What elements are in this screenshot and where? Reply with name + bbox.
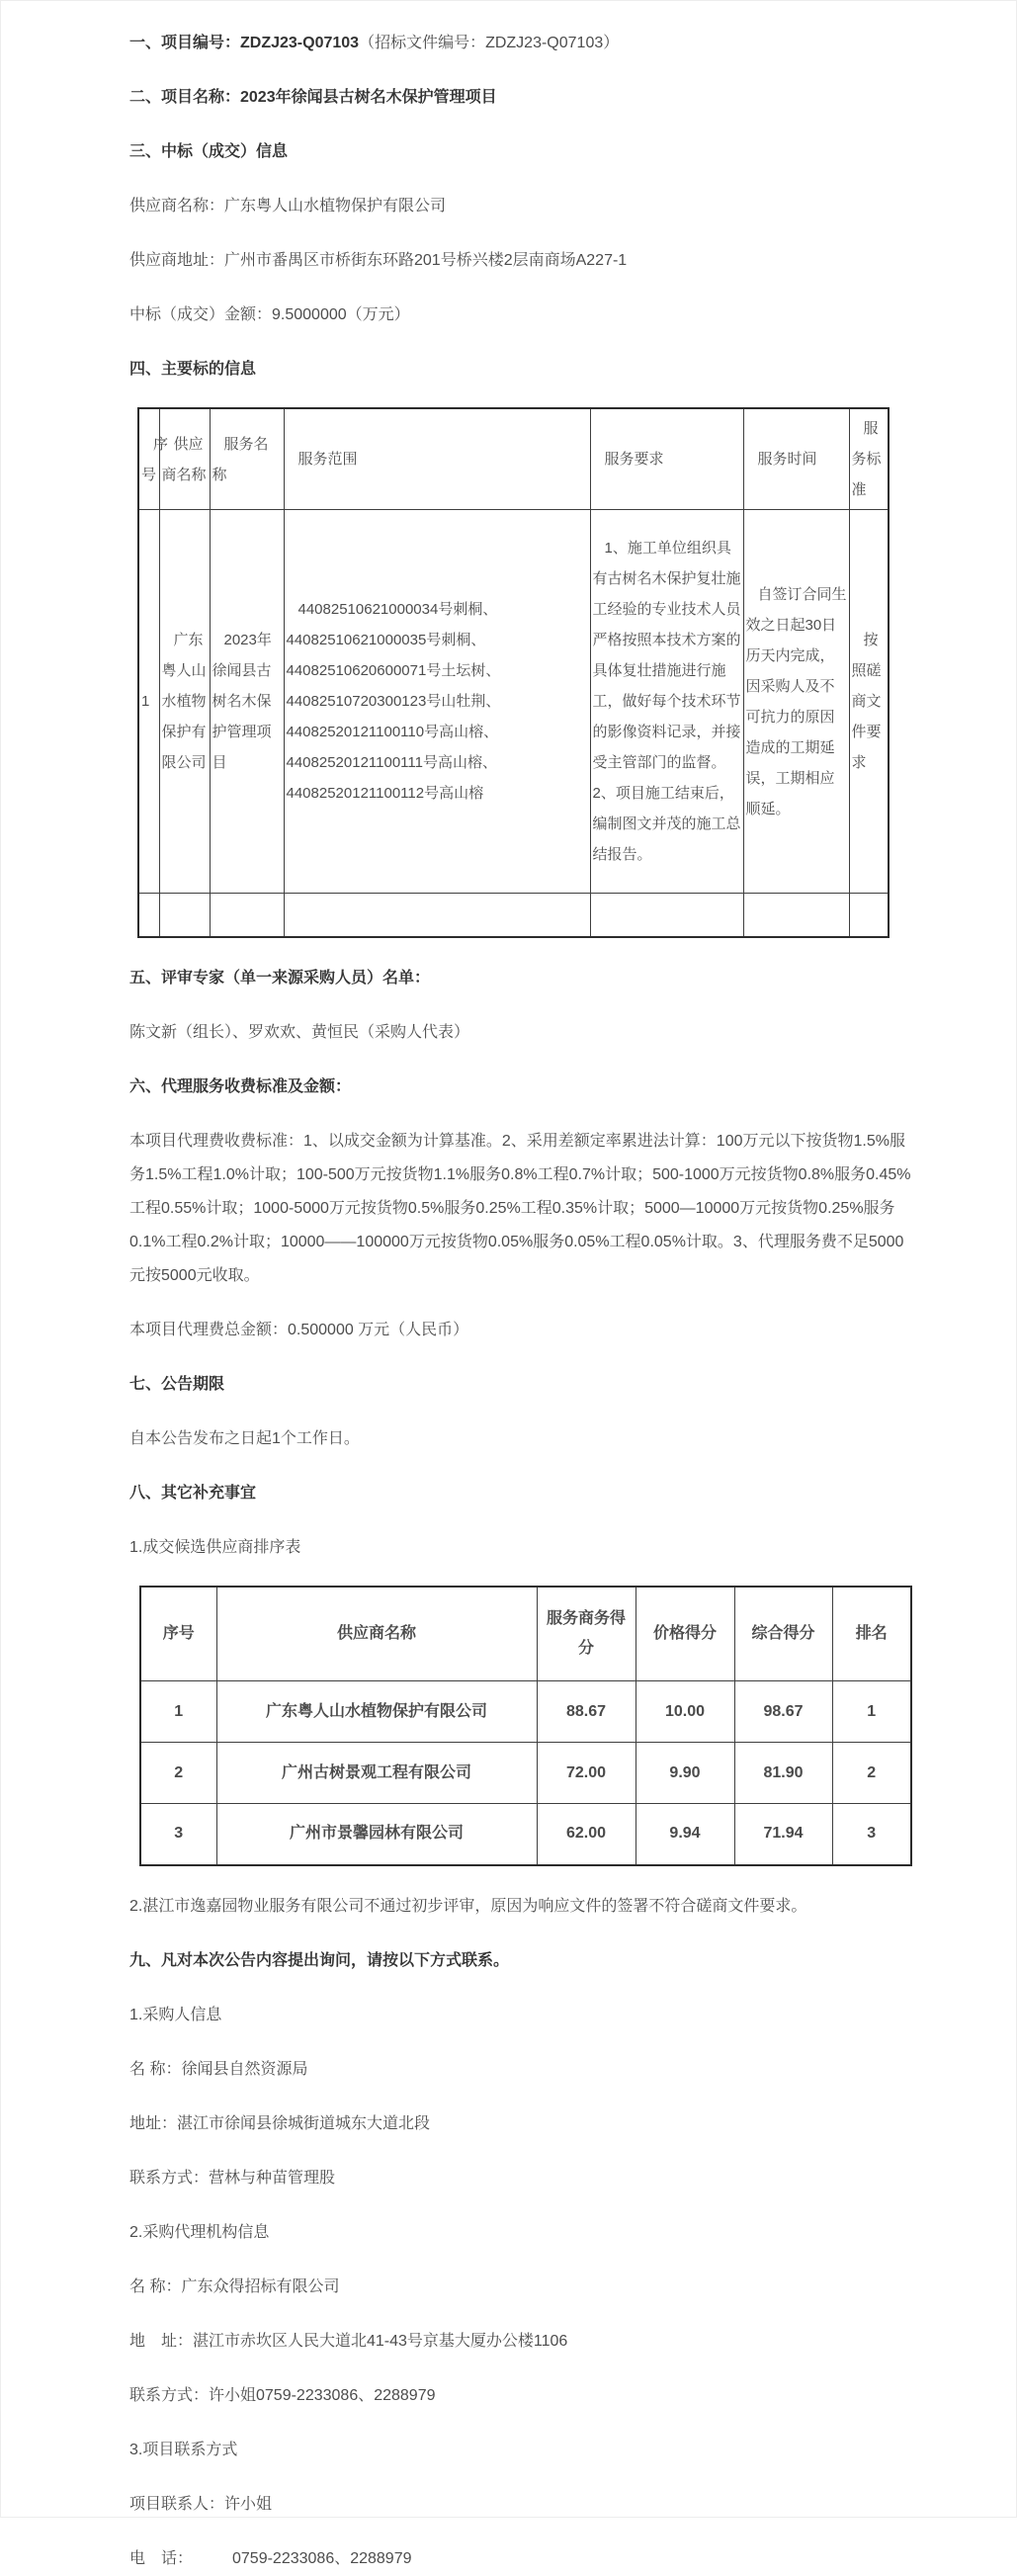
- header-supplier: 供应商名称: [159, 408, 210, 510]
- ranking-table-title: 1.成交候选供应商排序表: [129, 1538, 301, 1556]
- rank-cell-total-score: 81.90: [734, 1743, 832, 1804]
- empty-cell: [284, 894, 590, 937]
- main-subject-table-empty-row: [138, 894, 889, 937]
- section-8-supplementary-heading: 八、其它补充事宜: [129, 1484, 257, 1502]
- rank-cell-service-score: 62.00: [537, 1804, 636, 1865]
- cell-service-time: 自签订合同生效之日起30日历天内完成，因采购人及不可抗力的原因造成的工期延误，工期相应顺延。: [743, 510, 849, 894]
- header-service-requirements: 服务要求: [590, 408, 743, 510]
- project-contact-phone: 电 话： 0759-2233086、2288979: [129, 2549, 412, 2567]
- agency-name: 名 称：广东众得招标有限公司: [129, 2277, 340, 2295]
- header-service-name: 服务名称: [210, 408, 284, 510]
- section-7-notice-period-heading: 七、公告期限: [129, 1375, 225, 1393]
- rank-header-total-score: 综合得分: [734, 1587, 832, 1681]
- rank-header-seq: 序号: [140, 1587, 216, 1681]
- agency-fee-standard: 本项目代理费收费标准：1、以成交金额为计算基准。2、采用差额定率累进法计算：100万元以下按货物1.5%服务1.5%工程1.0%计取；100-500万元按货物1.1%服务0.8%工程0.7%计取；500-1000万元按货物0.8%服务0.45%工程0.55%计取；1000-5000万元按货物0.5%服务0.25%工程0.35%计取；5000—10000万元按货物0.25%服务0.1%工程0.2%计取；10000——100000万元按货物0.05%服务0.05%工程0.05%计取。3、代理服务费不足5000元按5000元收取。: [129, 1132, 911, 1284]
- rank-cell-rank: 3: [832, 1804, 911, 1865]
- notice-period: 自本公告发布之日起1个工作日。: [129, 1429, 360, 1447]
- requirement-item-2: 2、项目施工结束后，编制图文并茂的施工总结报告。: [592, 785, 741, 863]
- buyer-name: 名 称：徐闻县自然资源局: [129, 2060, 308, 2078]
- ranking-table-row: [140, 1743, 911, 1804]
- rejection-note: 2.湛江市逸嘉园物业服务有限公司不通过初步评审，原因为响应文件的签署不符合磋商文件要求。: [129, 1897, 807, 1915]
- requirement-item-1: 1、施工单位组织具有古树名木保护复壮施工经验的专业技术人员严格按照本技术方案的具体复壮措施进行施工，做好每个技术环节的影像资料记录，并接受主管部门的监督。: [592, 540, 741, 771]
- rank-cell-seq: 2: [140, 1743, 216, 1804]
- scope-line: 44082510621000034号刺桐、: [297, 601, 498, 618]
- empty-cell: [590, 894, 743, 937]
- rank-cell-total-score: 71.94: [734, 1804, 832, 1865]
- rank-cell-supplier: 广州市景馨园林有限公司: [216, 1804, 537, 1865]
- main-subject-table: [137, 407, 890, 938]
- cell-service-requirements: [590, 510, 743, 894]
- agency-address: 地 址：湛江市赤坎区人民大道北41-43号京基大厦办公楼1106: [129, 2332, 568, 2350]
- rank-cell-service-score: 88.67: [537, 1681, 636, 1743]
- agency-fee-total: 本项目代理费总金额：0.500000 万元（人民币）: [129, 1321, 469, 1338]
- header-service-standard: 服务标准: [849, 408, 889, 510]
- agency-info-title: 2.采购代理机构信息: [129, 2223, 270, 2241]
- cell-service-name: 2023年徐闻县古树名木保护管理项目: [210, 510, 284, 894]
- section-9-contact-heading: 九、凡对本次公告内容提出询问，请按以下方式联系。: [129, 1951, 510, 1969]
- rank-header-price-score: 价格得分: [636, 1587, 734, 1681]
- experts-list: 陈文新（组长）、罗欢欢、黄恒民（采购人代表）: [129, 1023, 470, 1041]
- empty-cell: [849, 894, 889, 937]
- rank-cell-supplier: 广州古树景观工程有限公司: [216, 1743, 537, 1804]
- rank-cell-total-score: 98.67: [734, 1681, 832, 1743]
- section-1-project-number: [129, 27, 914, 60]
- tender-doc-number: （招标文件编号：ZDZJ23-Q07103）: [359, 35, 620, 51]
- ranking-table-row: [140, 1681, 911, 1743]
- empty-cell: [210, 894, 284, 937]
- main-subject-table-header-row: [138, 408, 889, 510]
- empty-cell: [743, 894, 849, 937]
- cell-service-standard: 按照磋商文件要求: [849, 510, 889, 894]
- section-3-award-info-heading: 三、中标（成交）信息: [129, 143, 289, 160]
- rank-cell-price-score: 9.94: [636, 1804, 734, 1865]
- rank-cell-price-score: 10.00: [636, 1681, 734, 1743]
- header-seq: 序号: [138, 408, 159, 510]
- project-number-label: 一、项目编号：ZDZJ23-Q07103: [129, 35, 360, 51]
- rank-header-supplier: 供应商名称: [216, 1587, 537, 1681]
- cell-supplier: 广东粤人山水植物保护有限公司: [159, 510, 210, 894]
- section-5-experts-heading: 五、评审专家（单一来源采购人员）名单：: [129, 969, 431, 987]
- rank-cell-service-score: 72.00: [537, 1743, 636, 1804]
- section-4-main-subject-heading: 四、主要标的信息: [129, 361, 257, 378]
- supplier-address: 供应商地址：广州市番禺区市桥街东环路201号桥兴楼2层南商场A227-1: [129, 252, 628, 269]
- scope-line: 44082510620600071号土坛树、: [286, 662, 501, 679]
- rank-header-rank: 排名: [832, 1587, 911, 1681]
- project-contact-person: 项目联系人：许小姐: [129, 2495, 273, 2513]
- rank-cell-seq: 1: [140, 1681, 216, 1743]
- scope-line: 44082520121100112号高山榕: [286, 785, 484, 802]
- ranking-table-header-row: [140, 1587, 911, 1681]
- rank-header-service-score: 服务商务得分: [537, 1587, 636, 1681]
- cell-service-scope: [284, 510, 590, 894]
- candidate-ranking-table: [139, 1586, 912, 1866]
- scope-line: 44082510720300123号山牡荆、: [286, 693, 501, 710]
- rank-cell-supplier: 广东粤人山水植物保护有限公司: [216, 1681, 537, 1743]
- rank-cell-seq: 3: [140, 1804, 216, 1865]
- rank-cell-rank: 1: [832, 1681, 911, 1743]
- buyer-info-title: 1.采购人信息: [129, 2006, 222, 2023]
- header-service-time: 服务时间: [743, 408, 849, 510]
- section-2-project-name: 二、项目名称：2023年徐闻县古树名木保护管理项目: [129, 89, 497, 106]
- agency-contact: 联系方式：许小姐0759-2233086、2288979: [129, 2386, 436, 2404]
- ranking-table-row: [140, 1804, 911, 1865]
- buyer-contact: 联系方式：营林与种苗管理股: [129, 2169, 336, 2187]
- award-amount: 中标（成交）金额：9.5000000（万元）: [129, 306, 410, 323]
- main-subject-table-row: [138, 510, 889, 894]
- rank-cell-price-score: 9.90: [636, 1743, 734, 1804]
- scope-line: 44082520121100111号高山榕、: [286, 754, 497, 771]
- section-6-agency-fee-heading: 六、代理服务收费标准及金额：: [129, 1077, 352, 1095]
- buyer-address: 地址：湛江市徐闻县徐城街道城东大道北段: [129, 2114, 431, 2132]
- cell-seq: 1: [138, 510, 159, 894]
- project-contact-title: 3.项目联系方式: [129, 2441, 238, 2458]
- empty-cell: [159, 894, 210, 937]
- supplier-name: 供应商名称：广东粤人山水植物保护有限公司: [129, 198, 447, 215]
- header-service-scope: 服务范围: [284, 408, 590, 510]
- scope-line: 44082510621000035号刺桐、: [286, 632, 486, 648]
- scope-line: 44082520121100110号高山榕、: [286, 724, 499, 740]
- empty-cell: [138, 894, 159, 937]
- rank-cell-rank: 2: [832, 1743, 911, 1804]
